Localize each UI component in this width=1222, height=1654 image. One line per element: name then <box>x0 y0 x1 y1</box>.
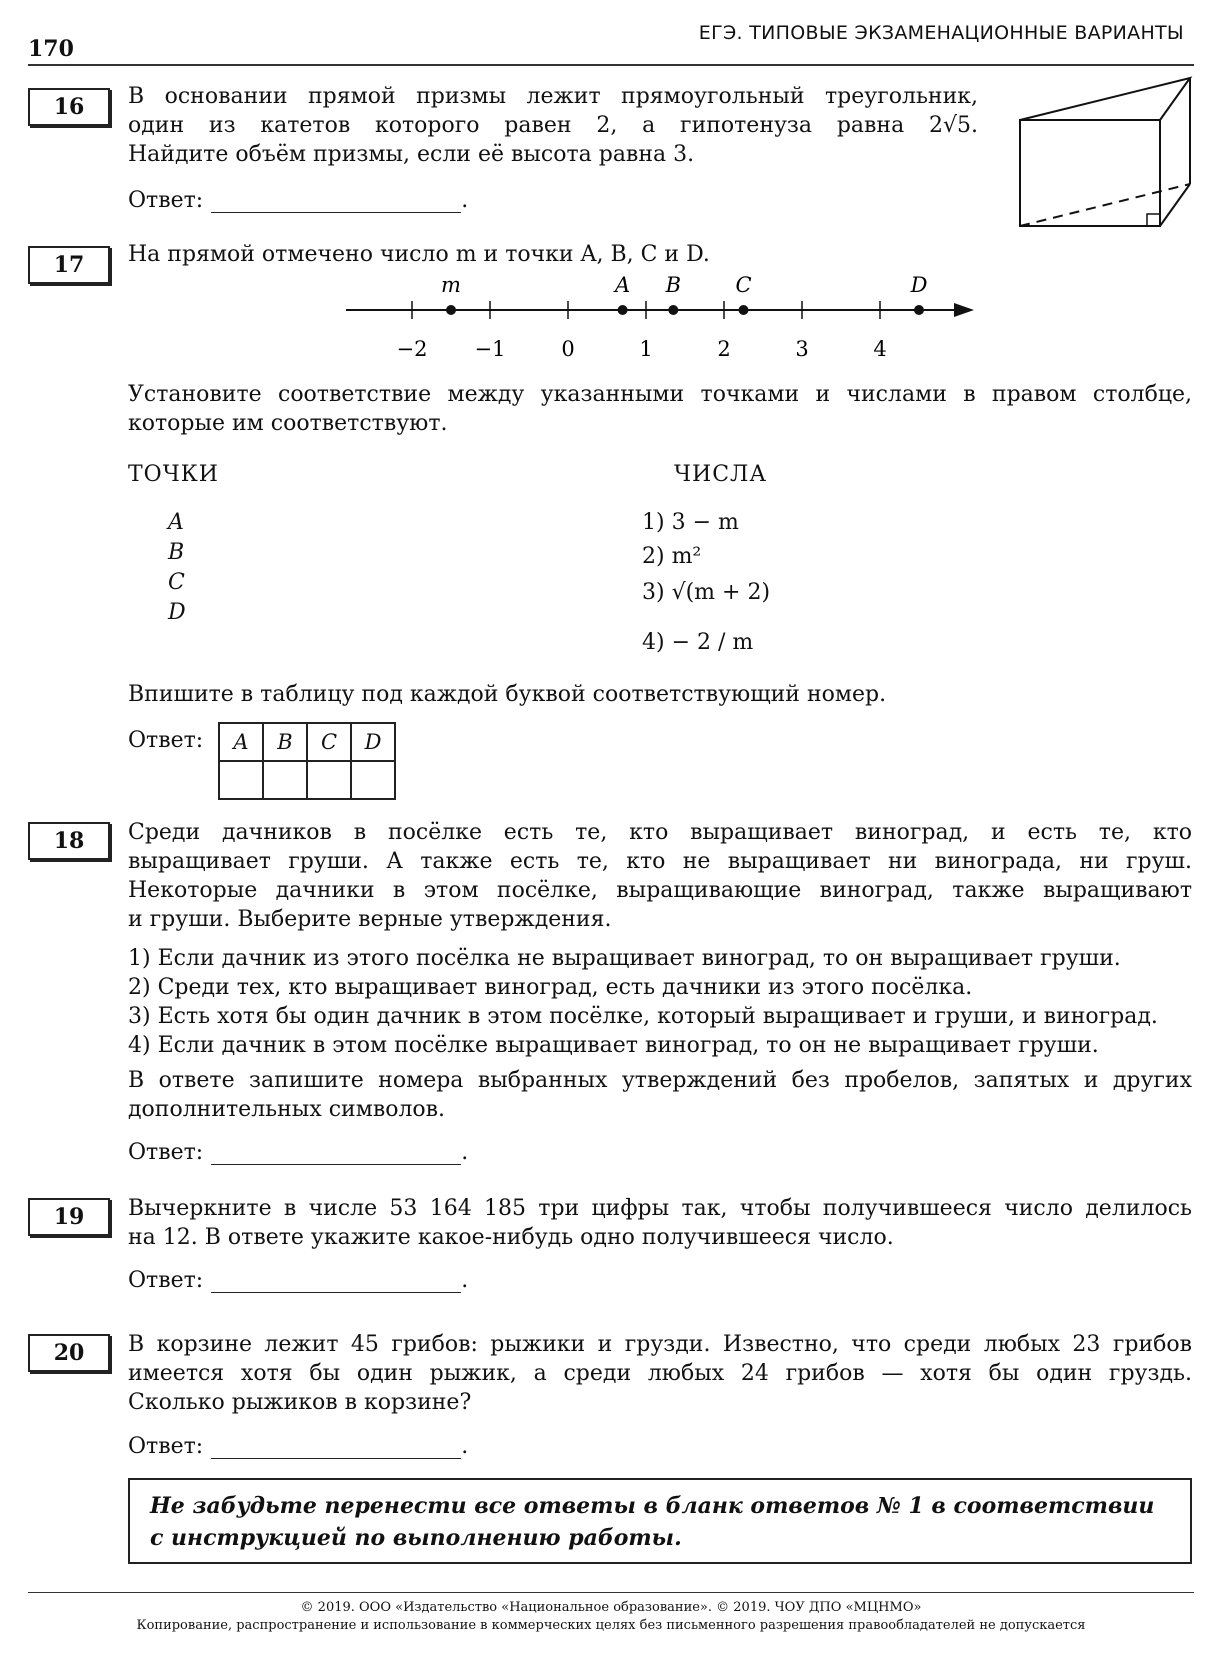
task-17-answer-table <box>218 722 396 800</box>
header-rule <box>28 64 1194 66</box>
axis-tick-label: 2 <box>717 337 731 361</box>
answer-label: Ответ: <box>128 1140 204 1165</box>
reminder-line2: с инструкцией по выполнению работы. <box>150 1525 682 1551</box>
axis-tick-label: 1 <box>639 337 653 361</box>
numbers-list <box>642 510 770 670</box>
answer-table-header-b: B <box>263 723 307 761</box>
task-16-line2: один из катетов которого равен 2, а гипотенуза равна 2√5. <box>128 113 978 138</box>
task-19-line1: Вычеркните в числе 53 164 185 три цифры так, чтобы получившееся число делилось <box>128 1196 1192 1221</box>
task-19-answer: Ответ: . <box>128 1268 469 1293</box>
task-16-text <box>128 82 978 169</box>
number-line-point-label: D <box>910 273 928 297</box>
answer-cell-a[interactable] <box>219 761 263 799</box>
task-17-intro: На прямой отмечено число m и точки A, B, C и D. <box>128 242 710 267</box>
number-item-2: 2) m² <box>642 544 702 569</box>
prism-bottom-edge <box>1160 184 1190 226</box>
task-20-answer-line[interactable] <box>211 1436 461 1459</box>
axis-tick-label: −2 <box>396 337 428 361</box>
number-line-point <box>914 305 924 315</box>
number-line-point-label: B <box>665 273 682 297</box>
task-18-option-2: 2) Среди тех, кто выращивает виноград, есть дачники из этого посёлка. <box>128 975 973 1000</box>
point-item-d: D <box>168 600 186 625</box>
task-20-text <box>128 1330 1192 1417</box>
task-17-answer-label: Ответ: <box>128 728 204 753</box>
task-20-line3: Сколько рыжиков в корзине? <box>128 1390 472 1415</box>
task-18-option-4: 4) Если дачник в этом посёлке выращивает виноград, то он не выращивает груши. <box>128 1033 1099 1058</box>
number-item-4: 4) − 2 / m <box>642 630 754 655</box>
task-17-number: 17 <box>28 246 110 284</box>
point-item-b: B <box>168 540 185 565</box>
prism-figure <box>1010 72 1200 232</box>
task-18-note <box>128 1066 1192 1124</box>
task-18-p2: выращивает груши. А также есть те, кто не выращивает ни винограда, ни груш. <box>128 849 1192 874</box>
task-17-table-instruction: Впишите в таблицу под каждой буквой соответствующий номер. <box>128 682 887 707</box>
number-item-3: 3) √(m + 2) <box>642 580 771 605</box>
answer-table-header-d: D <box>351 723 395 761</box>
prism-right-angle <box>1147 214 1160 226</box>
points-header: ТОЧКИ <box>128 462 219 487</box>
numbers-header: ЧИСЛА <box>674 462 768 487</box>
page-number: 170 <box>28 36 74 62</box>
prism-front-face <box>1020 120 1160 226</box>
point-item-c: C <box>168 570 185 595</box>
task-18-answer: Ответ: . <box>128 1140 469 1165</box>
task-16-answer: Ответ: . <box>128 188 469 213</box>
footer-copyright: © 2019. ООО «Издательство «Национальное образование». © 2019. ЧОУ ДПО «МЦНМО» <box>300 1600 922 1615</box>
task-18-option-3: 3) Есть хотя бы один дачник в этом посёлке, который выращивает и груши, и виноград. <box>128 1004 1158 1029</box>
task-16-line3: Найдите объём призмы, если её высота равна 3. <box>128 142 695 167</box>
task-18-answer-line[interactable] <box>211 1142 461 1165</box>
number-line-point-label: A <box>615 273 631 297</box>
task-17-instruction <box>128 380 1192 438</box>
task-17-instruction-line1: Установите соответствие между указанными точками и числами в правом столбце, <box>128 382 1192 407</box>
task-16-answer-line[interactable] <box>211 190 461 213</box>
axis-tick-label: 4 <box>873 337 887 361</box>
answer-cell-b[interactable] <box>263 761 307 799</box>
number-line-point <box>618 305 628 315</box>
answer-label: Ответ: <box>128 188 204 213</box>
number-line-point <box>668 305 678 315</box>
task-20-line1: В корзине лежит 45 грибов: рыжики и грузди. Известно, что среди любых 23 грибов <box>128 1332 1192 1357</box>
answer-table-header-c: C <box>307 723 351 761</box>
answer-label: Ответ: <box>128 1268 204 1293</box>
task-19-number: 19 <box>28 1198 110 1236</box>
point-item-a: A <box>168 510 184 535</box>
task-16-line1: В основании прямой призмы лежит прямоугольный треугольник, <box>128 84 978 109</box>
answer-table-header-a: A <box>219 723 263 761</box>
number-item-1: 1) 3 − m <box>642 510 739 535</box>
answer-label: Ответ: <box>128 1434 204 1459</box>
points-list <box>168 508 186 628</box>
number-line-point-label: C <box>735 273 752 297</box>
footer-notice: Копирование, распространение и использование в коммерческих целях без письменного разрешения правообладателей не допускается <box>136 1618 1086 1633</box>
task-18-options <box>128 944 1192 1060</box>
task-18-number: 18 <box>28 822 110 860</box>
task-19-answer-line[interactable] <box>211 1270 461 1293</box>
task-18-note-line2: дополнительных символов. <box>128 1097 446 1122</box>
task-18-p1: Среди дачников в посёлке есть те, кто выращивает виноград, и есть те, кто <box>128 820 1192 845</box>
number-line-point <box>446 305 456 315</box>
task-19-line2: на 12. В ответе укажите какое-нибудь одно получившееся число. <box>128 1225 894 1250</box>
task-17-instruction-line2: которые им соответствуют. <box>128 411 448 436</box>
running-title: ЕГЭ. ТИПОВЫЕ ЭКЗАМЕНАЦИОННЫЕ ВАРИАНТЫ <box>698 22 1184 44</box>
axis-tick-label: −1 <box>474 337 506 361</box>
axis-tick-label: 3 <box>795 337 809 361</box>
answer-cell-c[interactable] <box>307 761 351 799</box>
prism-top-edge <box>1020 78 1190 120</box>
axis-tick-label: 0 <box>561 337 575 361</box>
task-18-text <box>128 818 1192 934</box>
task-19-text <box>128 1194 1192 1252</box>
number-line <box>340 266 980 366</box>
task-20-line2: имеется хотя бы один рыжик, а среди любых 24 грибов — хотя бы один груздь. <box>128 1361 1192 1386</box>
task-20-answer: Ответ: . <box>128 1434 469 1459</box>
number-line-arrow <box>954 303 974 317</box>
task-18-note-line1: В ответе запишите номера выбранных утверждений без пробелов, запятых и других <box>128 1068 1192 1093</box>
task-18-option-1: 1) Если дачник из этого посёлка не выращивает виноград, то он выращивает груши. <box>128 946 1121 971</box>
task-20-number: 20 <box>28 1334 110 1372</box>
number-line-point <box>739 305 749 315</box>
reminder-box <box>128 1478 1192 1564</box>
answer-cell-d[interactable] <box>351 761 395 799</box>
reminder-line1: Не забудьте перенести все ответы в бланк ответов № 1 в соответствии <box>150 1493 1155 1519</box>
footer-rule <box>28 1592 1194 1593</box>
task-16-number: 16 <box>28 88 110 126</box>
task-18-p4: и груши. Выберите верные утверждения. <box>128 907 612 932</box>
task-18-p3: Некоторые дачники в этом посёлке, выращивающие виноград, также выращивают <box>128 878 1192 903</box>
number-line-point-label: m <box>441 273 461 297</box>
